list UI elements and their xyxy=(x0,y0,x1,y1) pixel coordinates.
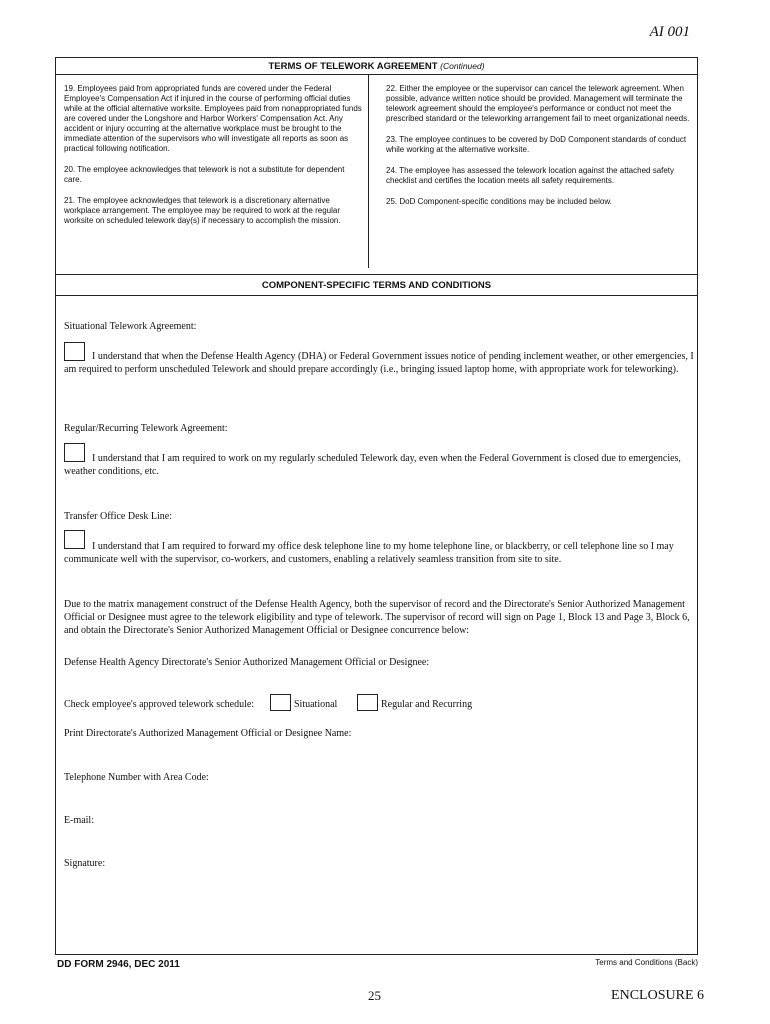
column-divider xyxy=(368,74,369,268)
schedule-situational-checkbox[interactable] xyxy=(270,694,291,711)
page-number: 25 xyxy=(368,988,381,1003)
transfer-text: I understand that I am required to forward my office desk telephone line to my home telephone line, or blackberry, or cell telephone line so I may communicate well with the supervisor, co-workers, and customers, enabling a relatively seamless transition from site to site. xyxy=(64,541,674,565)
schedule-situational-label: Situational xyxy=(294,699,338,710)
transfer-label: Transfer Office Desk Line: xyxy=(64,511,173,522)
signature-label: Signature: xyxy=(64,858,106,869)
regular-text: I understand that I am required to work on my regularly scheduled Telework day, even when the Federal Government is closed due to emergencies, weather conditions, etc. xyxy=(64,453,681,477)
schedule-regular-label: Regular and Recurring xyxy=(381,699,473,710)
component-title-rule xyxy=(56,295,697,296)
terms-title-text: TERMS OF TELEWORK AGREEMENT xyxy=(268,61,438,72)
document-id: AI 001 xyxy=(649,24,690,40)
section-rule xyxy=(56,274,697,275)
component-title: COMPONENT-SPECIFIC TERMS AND CONDITIONS xyxy=(261,280,492,291)
terms-left-column xyxy=(64,84,364,237)
term-24: 24. The employee has assessed the telework location against the attached safety checklist and certifies the location meets all safety requirements. xyxy=(386,166,675,185)
phone-label: Telephone Number with Area Code: xyxy=(64,772,209,783)
terms-title-suffix: (Continued) xyxy=(440,61,485,71)
term-22: 22. Either the employee or the supervisor can cancel the telework agreement. When possible, advance written notice should be provided. Management will terminate the telework agreement should the employee's performance or conduct not meet the prescribed standard or the teleworking arrangement fail to meet organizational needs. xyxy=(386,84,690,123)
term-19: 19. Employees paid from appropriated funds are covered under the Federal Employee's Compensation Act if injured in the course of performing official duties while at the official alternative worksite. Employees paid from nonappropriated funds are covered under the Longshore and Harbor Workers' Compensation Act. Any accident or injury occurring at the alternative workplace must be brought to the immediate attention of the supervisors who will investigate all reports as soon as practical following notification. xyxy=(64,84,362,153)
terms-right-column xyxy=(386,84,691,218)
email-label: E-mail: xyxy=(64,815,94,826)
matrix-text: Due to the matrix management construct of the Defense Health Agency, both the supervisor of record and the Directorate's Senior Authorized Management Official or Designee must agree to the telework eligibility and type of telework. The supervisor of record will sign on Page 1, Block 13 and Page 3, Block 6, and obtain the Directorate's Senior Authorized Management Official or Designee concurrence below: xyxy=(64,599,690,636)
official-label: Defense Health Agency Directorate's Senior Authorized Management Official or Designee: xyxy=(64,657,430,668)
term-21: 21. The employee acknowledges that telework is a discretionary alternative workplace arrangement. The employee may be required to work at the regular worksite on scheduled telework day(s) if necessary to accomplish the mission. xyxy=(64,196,341,225)
title-rule xyxy=(56,74,697,75)
term-23: 23. The employee continues to be covered by DoD Component standards of conduct while working at the alternative worksite. xyxy=(386,135,687,154)
form-box xyxy=(55,57,698,955)
print-name-label: Print Directorate's Authorized Management Official or Designee Name: xyxy=(64,728,352,739)
form-id: DD FORM 2946, DEC 2011 xyxy=(57,959,180,970)
terms-title xyxy=(56,61,697,72)
situational-label: Situational Telework Agreement: xyxy=(64,321,197,332)
schedule-label: Check employee's approved telework schedule: xyxy=(64,699,255,710)
term-20: 20. The employee acknowledges that telework is not a substitute for dependent care. xyxy=(64,165,345,184)
enclosure-label: ENCLOSURE 6 xyxy=(611,988,704,1003)
schedule-regular-checkbox[interactable] xyxy=(357,694,378,711)
situational-text: I understand that when the Defense Health Agency (DHA) or Federal Government issues notice of pending inclement weather, or other emergencies, I am required to perform unscheduled Telework and should prepare accordingly (i.e., bringing issued laptop home, with appropriate work for teleworking). xyxy=(64,351,694,375)
form-note: Terms and Conditions (Back) xyxy=(595,958,698,967)
term-25: 25. DoD Component-specific conditions may be included below. xyxy=(386,197,612,206)
regular-label: Regular/Recurring Telework Agreement: xyxy=(64,423,228,434)
